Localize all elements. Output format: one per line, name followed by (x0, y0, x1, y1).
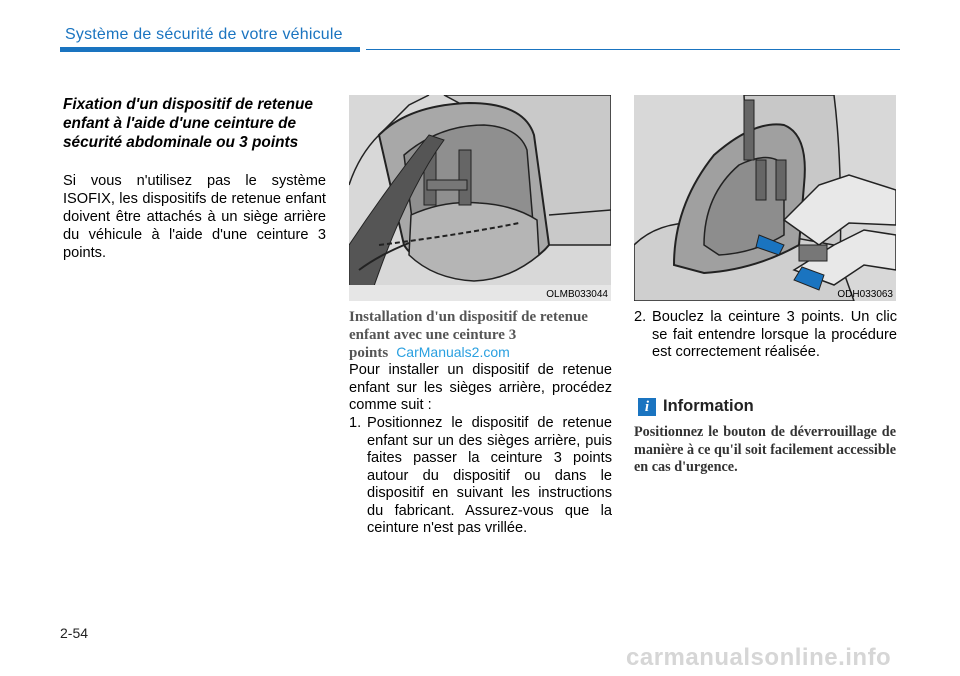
info-title: Information (663, 397, 754, 415)
middle-intro: Pour installer un dispositif de retenue enfant sur les sièges arrière, procédez comme suit : (349, 362, 612, 413)
left-heading: Fixation d'un dispositif de retenue enfant à l'aide d'une ceinture de sécurité abdominale ou 3 points (63, 96, 313, 151)
figure-child-seat-belt-routing (349, 95, 611, 301)
step-number: 2. (634, 309, 647, 325)
info-icon: i (638, 398, 656, 416)
child-seat-illustration (349, 95, 611, 301)
middle-heading-text: Installation d'un dispositif de retenue enfant avec une ceinture 3 points (349, 309, 588, 361)
left-paragraph: Si vous n'utilisez pas le système ISOFIX, les dispositifs de retenue enfant doivent être attachés à un siège arrière du véhicule à l'aide d'une ceinture 3 points. (63, 173, 326, 261)
footer-watermark[interactable]: carmanualsonline.info (626, 644, 892, 671)
step-1 (349, 415, 612, 538)
figure-buckling-belt (634, 95, 896, 301)
step-number: 1. (349, 415, 362, 431)
header-accent-bar (60, 47, 360, 52)
carmanuals-watermark[interactable]: CarManuals2.com (396, 344, 510, 360)
middle-heading (349, 309, 611, 363)
figure-code: ODH033063 (837, 289, 893, 300)
step-text: Bouclez la ceinture 3 points. Un clic se fait entendre lorsque la procédure est correctement réalisée. (652, 309, 897, 360)
buckle-illustration (634, 95, 896, 301)
info-text: Positionnez le bouton de déverrouillage de manière à ce qu'il soit facilement accessible en cas d'urgence. (634, 424, 896, 475)
header-divider (366, 49, 900, 50)
step-text: Positionnez le dispositif de retenue enfant sur un des sièges arrière, puis faites passer la ceinture 3 points autour du dispositif ou dans le dispositif en suivant les instructions du fabricant. Assurez-vous que la ceinture n'est pas vrillée. (367, 415, 612, 536)
page-number: 2-54 (60, 625, 89, 641)
section-title: Système de sécurité de votre véhicule (65, 26, 343, 43)
figure-code: OLMB033044 (546, 289, 608, 300)
step-2 (634, 309, 897, 362)
